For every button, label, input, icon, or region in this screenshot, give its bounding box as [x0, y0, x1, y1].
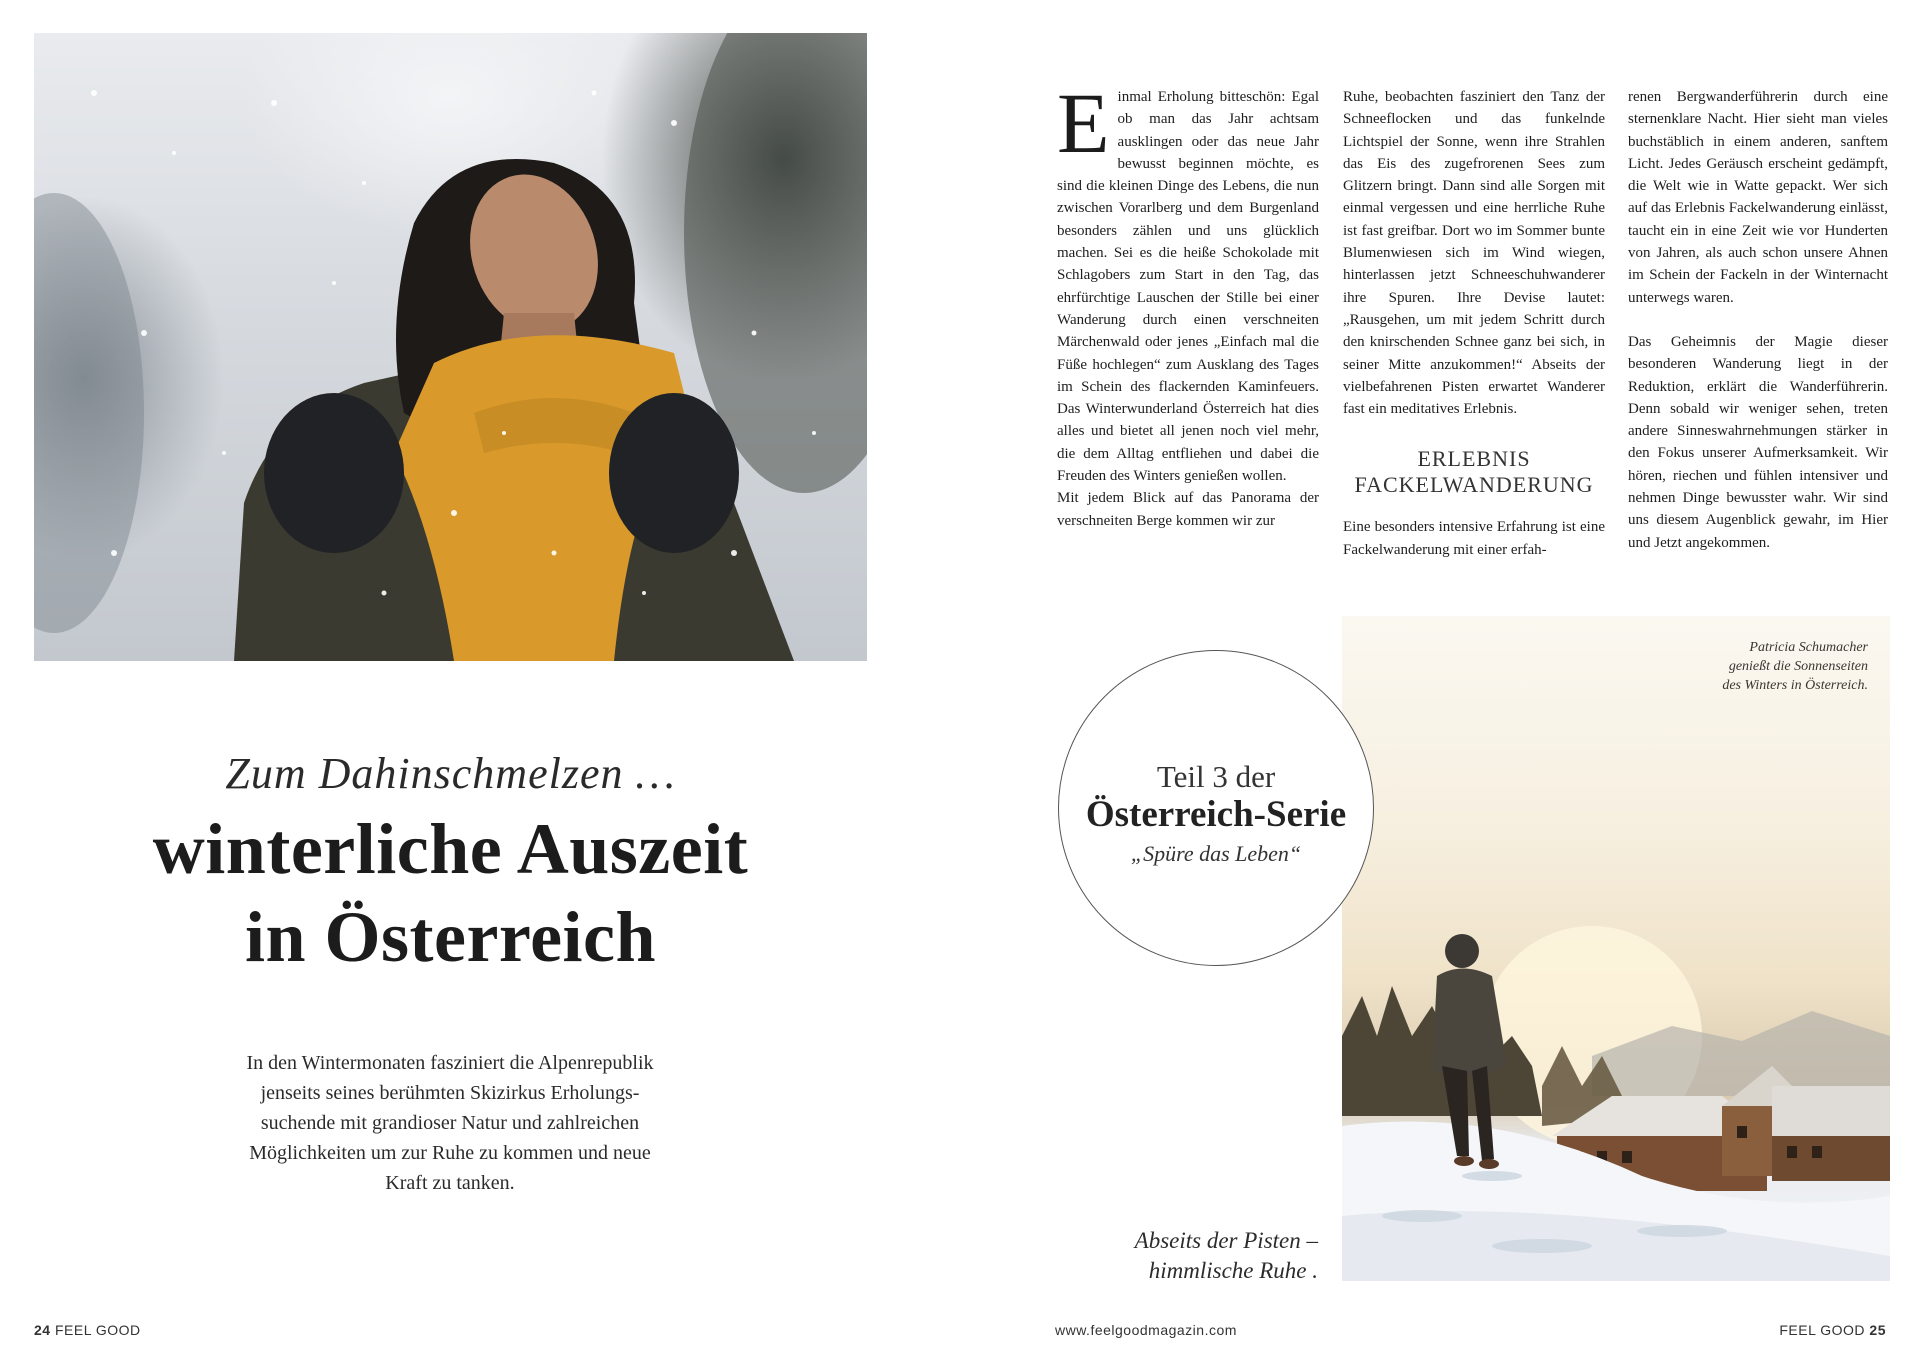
article-paragraph: Ruhe, beobachten fasziniert den Tanz der Schneeflocken und das funkelnde Lichtspiel der Sonne, wenn ihre Strahlen das Eis des zugefrorenen Sees zum Glitzern bringt. Dann sind alle Sorgen mit einmal vergessen und eine herrliche Ruhe ist fast greifbar. Dort wo im Sommer bunte Blumenwiesen sich im Wind wiegen, hinterlassen jetzt Schneeschuhwanderer ihre Spuren. Ihre Devise lautet: „Rausgehen, um mit jedem Schritt durch den knirschenden Schnee ganz bei sich, in seiner Mitte anzukommen!“ Abseits der vielbefahrenen Pisten erwartet Wanderer fast ein meditatives Erlebnis.	[1343, 89, 1605, 418]
intro-text	[210, 1048, 690, 1198]
article-column-2	[1343, 86, 1605, 561]
main-title	[34, 805, 867, 981]
caption-line: himmlische Ruhe .	[1148, 1258, 1318, 1283]
subhead-line-2: FACKELWANDERUNG	[1354, 472, 1594, 498]
article-paragraph: Mit jedem Blick auf das Panorama der verschneiten Berge kommen wir zur	[1057, 490, 1319, 529]
subhead-line-1: ERLEBNIS	[1417, 446, 1531, 472]
article-paragraph	[1057, 75, 1319, 487]
paragraph-text: inmal Erholung bitteschön: Egal ob man das Jahr achtsam ausklingen oder das neue Jahr bewusst beginnen möchte, es sind die kleinen Dinge des Lebens, die nun zwischen Vorarlberg und dem Burgenland besonders zählen und uns glücklich machen. Sei es die heiße Schokolade mit Schlagobers zum Start in den Tag, das ehrfürchtige Lauschen der Stille bei einer Wanderung durch einen verschneiten Märchenwald oder jenes „Einfach mal die Füße hochlegen“ zum Ausklang des Tages im Schein des flackernden Kaminfeuers. Das Winterwunderland Österreich hat dies alles und bietet all jenen noch viel mehr, die dem Alltag entfliehen und dabei die Freuden des Winters genießen wollen.	[1057, 89, 1319, 485]
bottom-caption	[1060, 1226, 1318, 1286]
series-badge	[1058, 650, 1374, 966]
footer-label-left: FEEL GOOD	[54, 1322, 141, 1338]
page-number-left: 24	[34, 1322, 51, 1338]
title-line-2: in Österreich	[244, 897, 657, 977]
intro-line: suchende mit grandioser Natur und zahlreichen	[260, 1112, 640, 1134]
footer-website-link[interactable]: www.feelgoodmagazin.com	[1055, 1322, 1237, 1338]
article-paragraph: renen Bergwanderführerin durch eine sternenklare Nacht. Hier sieht man vieles buchstäblich in einem anderen, sanftem Licht. Jedes Geräusch erscheint gedämpft, die Welt wie in Watte gepackt. Wer sich auf das Erlebnis Fackelwanderung einlässt, taucht ein in eine Zeit wie vor Hunderten von Jahren, als auch schon unsere Ahnen im Schein der Fackeln in der Winternacht unterwegs waren.	[1628, 89, 1888, 306]
photo-hiker-in-snow	[1342, 616, 1890, 1281]
article-paragraph: Eine besonders intensive Erfahrung ist eine Fackelwanderung mit einer erfah-	[1343, 519, 1605, 558]
badge-part-label: Teil 3 der	[1156, 759, 1276, 794]
intro-line: Möglichkeiten um zur Ruhe zu kommen und neue	[249, 1142, 651, 1164]
article-column-3	[1628, 86, 1888, 554]
footer-right	[1779, 1322, 1886, 1338]
footer-label-right: FEEL GOOD	[1779, 1322, 1866, 1338]
intro-line: In den Wintermonaten fasziniert die Alpenrepublik	[246, 1052, 654, 1074]
footer-left	[34, 1322, 141, 1338]
section-subhead	[1343, 446, 1605, 498]
intro-line: Kraft zu tanken.	[385, 1172, 515, 1194]
badge-tagline: „Spüre das Leben“	[1130, 841, 1302, 866]
title-line-1: winterliche Auszeit	[152, 809, 749, 889]
dropcap-letter: E	[1057, 75, 1110, 171]
intro-line: jenseits seines berühmten Skizirkus Erholungs-	[260, 1082, 640, 1104]
kicker-headline: Zum Dahinschmelzen …	[225, 749, 676, 798]
photo-caption	[1722, 638, 1868, 695]
page-number-right: 25	[1869, 1322, 1886, 1338]
caption-line: Abseits der Pisten –	[1134, 1228, 1318, 1253]
caption-line: des Winters in Österreich.	[1722, 678, 1868, 693]
caption-line: Patricia Schumacher	[1749, 640, 1868, 655]
photo-woman-in-snow	[34, 33, 867, 661]
badge-series-title: Österreich-Serie	[1085, 794, 1347, 835]
article-paragraph: Das Geheimnis der Magie dieser besonderen Wanderung liegt in der Reduktion, erklärt die Wanderführerin. Denn sobald wir weniger sehen, treten andere Sinneswahrnehmungen stärker in den Fokus unserer Aufmerksamkeit. Wir hören, riechen und fühlen intensiver und nehmen Dinge bewusster wahr. Wir sind uns diesem Augenblick gewahr, im Hier und Jetzt angekommen.	[1628, 333, 1888, 551]
caption-line: genießt die Sonnenseiten	[1728, 659, 1868, 674]
article-column-1	[1057, 75, 1319, 532]
